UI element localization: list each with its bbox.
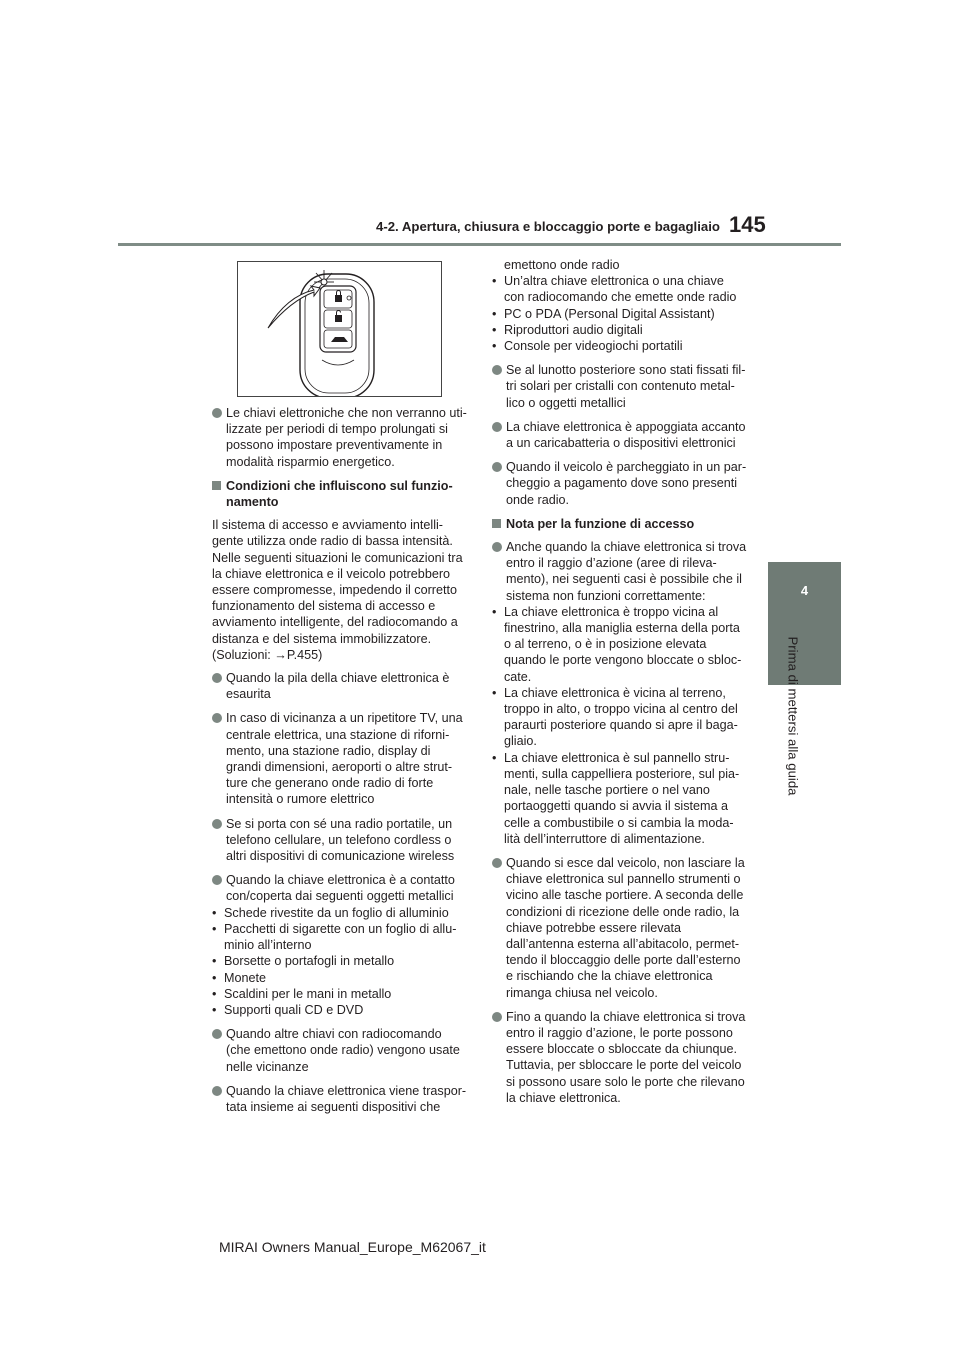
smart-key-figure bbox=[237, 261, 442, 397]
chapter-tab[interactable] bbox=[768, 562, 841, 685]
list-item-continuation: con radiocomando che emette onde radio bbox=[504, 290, 737, 305]
bullet-dot-icon bbox=[212, 875, 222, 885]
smart-key-icon bbox=[238, 262, 441, 396]
list-item: • La chiave elettronica è vicina al terreno, bbox=[492, 685, 726, 700]
bullet-dot-icon bbox=[212, 1029, 222, 1039]
bullet-dot-icon bbox=[212, 673, 222, 683]
paragraph-system-description: Il sistema di accesso e avviamento intelli- gente utilizza onde radio di bassa intensità. Nelle seguenti situazioni le comunicazioni tra la chiave elettronica e il veicolo potrebbero essere compromesse, impedendo il corretto funzionamento del sistema di accesso e avviamento intelligente, del radiocomando a distanza e del sistema immobilizzatore. (Soluzioni: →P.455) bbox=[212, 517, 470, 663]
bullet-anyone-can-lock: Fino a quando la chiave elettronica si trova entro il raggio d’azione, le porte possono essere bloccate o sbloccate da chiunque. Tuttavia, per sbloccare le porte del veicolo si possono usare solo le porte che rilevano la chiave elettronica. bbox=[492, 1009, 754, 1106]
bullet-battery-depleted: Quando la pila della chiave elettronica è esaurita bbox=[212, 670, 470, 702]
bullet-dot-icon bbox=[212, 819, 222, 829]
list-item-continuation: portaoggetti quando si avvia il sistema a bbox=[504, 799, 729, 814]
bullet-dot-icon bbox=[492, 365, 502, 375]
footer-manual-title: MIRAI Owners Manual_Europe_M62067_it bbox=[219, 1239, 486, 1255]
list-item-continuation: o al terreno, o è in posizione elevata bbox=[504, 637, 707, 652]
bullet-dot-icon bbox=[212, 408, 222, 418]
list-item-continuation: nale, nelle tasche portiere o nel vano bbox=[504, 783, 710, 798]
bullet-leaving-vehicle: Quando si esce dal veicolo, non lasciare la chiave elettronica sul pannello strumenti o vicino alle tasche portiere. A seconda delle condizioni di ricezione delle onde radio, la chiave potrebbe essere rilevata dall’antenna esterna all’abitacolo, permet- tendo il bloccaggio delle porte dall’esterno e rischiando che la chiave elettronica rimanga chiusa nel veicolo. bbox=[492, 855, 754, 1001]
bullet-radio-sources: In caso di vicinanza a un ripetitore TV, una centrale elettrica, una stazione di riforni- mento, una stazione radio, display di grandi dimensioni, aeroporti o altre strut- ture che generano onde radio di forte intensità o rumore elettrico bbox=[212, 710, 470, 807]
list-item: • Supporti quali CD e DVD bbox=[212, 1002, 364, 1017]
bullet-metal-objects: Quando la chiave elettronica è a contatto con/coperta dai seguenti oggetti metallici bbox=[212, 872, 470, 904]
chapter-label: Prima di mettersi alla guida bbox=[785, 636, 801, 796]
list-item-continuation: gliaio. bbox=[504, 734, 537, 749]
header-rule bbox=[118, 243, 841, 246]
bullet-paid-parking: Quando il veicolo è parcheggiato in un par- cheggio a pagamento dove sono presenti onde radio. bbox=[492, 459, 754, 508]
bullet-wireless-devices: Se si porta con sé una radio portatile, un telefono cellulare, un telefono cordless o altri dispositivi di comunicazione wireless bbox=[212, 816, 470, 865]
bullet-dot-icon bbox=[492, 1012, 502, 1022]
list-item: • Scaldini per le mani in metallo bbox=[212, 986, 392, 1001]
bullet-window-film: Se al lunotto posteriore sono stati fissati fil- tri solari per cristalli con contenuto metal- lico o oggetti metallici bbox=[492, 362, 754, 411]
bullet-dot-icon bbox=[212, 713, 222, 723]
heading-square-icon bbox=[212, 481, 221, 490]
left-column bbox=[212, 405, 470, 1123]
heading-entry-note: Nota per la funzione di accesso bbox=[492, 516, 754, 532]
list-item-continuation: cate. bbox=[504, 669, 532, 684]
section-title: 4-2. Apertura, chiusura e bloccaggio porte e bagagliaio bbox=[376, 219, 720, 234]
bullet-other-keys: Quando altre chiavi con radiocomando (che emettono onde radio) vengono usate nelle vicinanze bbox=[212, 1026, 470, 1075]
page-reference-link[interactable]: (Soluzioni: →P.455) bbox=[212, 647, 323, 662]
chapter-label-wrapper bbox=[783, 632, 803, 800]
list-item-continuation: finestrino, alla maniglia esterna della porta bbox=[504, 621, 740, 636]
bullet-detection-range: Anche quando la chiave elettronica si trova entro il raggio d’azione (aree di rileva- mento), nei seguenti casi è possibile che il sistema non funzioni correttamente: bbox=[492, 539, 754, 604]
list-item-continuation: lità dell’interruttore di alimentazione. bbox=[504, 831, 705, 846]
list-item: • Riproduttori audio digitali bbox=[492, 322, 643, 337]
page-number: 145 bbox=[729, 212, 766, 237]
list-item: • PC o PDA (Personal Digital Assistant) bbox=[492, 306, 715, 321]
chapter-number: 4 bbox=[800, 583, 809, 598]
list-item-continuation: paraurti posteriore quando si apre il baga- bbox=[504, 718, 738, 733]
list-item-continuation: menti, sulla cappelliera posteriore, sul pia- bbox=[504, 766, 740, 781]
list-item: • La chiave elettronica è troppo vicina al bbox=[492, 604, 719, 619]
bullet-dot-icon bbox=[492, 858, 502, 868]
heading-square-icon bbox=[492, 519, 501, 528]
list-item: • La chiave elettronica è sul pannello stru- bbox=[492, 750, 730, 765]
list-item: • Un’altra chiave elettronica o una chiave bbox=[492, 274, 724, 289]
list-item: • Console per videogiochi portatili bbox=[492, 339, 683, 354]
list-item: • Pacchetti di sigarette con un foglio di allu- bbox=[212, 921, 457, 936]
bullet-charger: La chiave elettronica è appoggiata accanto a un caricabatteria o dispositivi elettronici bbox=[492, 419, 754, 451]
list-item: • Schede rivestite da un foglio di alluminio bbox=[212, 905, 449, 920]
bullet-carried-devices: Quando la chiave elettronica viene traspor- tata insieme ai seguenti dispositivi che bbox=[212, 1083, 470, 1115]
list-item-continuation: troppo in alto, o troppo vicina al centro del bbox=[504, 702, 738, 717]
list-item: • Monete bbox=[212, 970, 267, 985]
list-item-continuation: minio all’interno bbox=[224, 938, 312, 953]
bullet-power-saving: Le chiavi elettroniche che non verranno uti- lizzate per periodi di tempo prolungati si possono impostare preventivamente in modalità risparmio energetico. bbox=[212, 405, 470, 470]
bullet-dot-icon bbox=[212, 1086, 222, 1096]
list-item-continuation: celle a combustibile o si cambia la moda- bbox=[504, 815, 734, 830]
bullet-dot-icon bbox=[492, 542, 502, 552]
heading-operating-conditions: Condizioni che influiscono sul funzio- namento bbox=[212, 478, 470, 510]
bullet-dot-icon bbox=[492, 422, 502, 432]
detection-cases-list bbox=[492, 604, 754, 847]
list-item: • Borsette o portafogli in metallo bbox=[212, 954, 395, 969]
right-column bbox=[492, 257, 754, 1114]
list-item-continuation: quando le porte vengono bloccate o sbloc- bbox=[504, 653, 742, 668]
bullet-dot-icon bbox=[492, 462, 502, 472]
carried-devices-list bbox=[492, 257, 754, 354]
list-item-continuation: emettono onde radio bbox=[504, 258, 620, 272]
metal-objects-list bbox=[212, 905, 470, 1018]
